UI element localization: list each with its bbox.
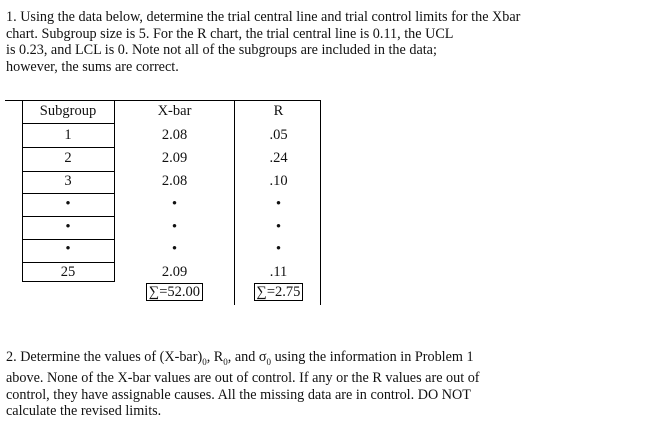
data-table [5,100,321,305]
subscript-zero: 0 [223,356,228,367]
column-divider [114,100,115,282]
cell-r: .05 [269,127,288,143]
ellipsis-bullet: • [275,196,282,212]
row-divider [22,216,114,217]
cell-subgroup: 1 [64,127,72,143]
problem-2-line [6,349,480,370]
header-r: R [273,103,284,119]
cell-xbar: 2.09 [161,264,188,280]
ellipsis-bullet: • [275,241,282,257]
ellipsis-bullet: • [65,219,71,235]
subscript-zero: 0 [202,356,207,367]
cell-subgroup: 2 [64,150,72,166]
table-bottom-border [22,281,114,282]
problem-2-line-start: 2. Determine the values of (X-bar) [6,349,203,365]
sigma-symbol: , and σ [227,349,267,365]
problem-2-text [6,349,480,420]
row-divider [22,171,114,172]
problem-1-line: chart. Subgroup size is 5. For the R chart, the trial central line is 0.11, the UCL [6,25,454,42]
ellipsis-bullet: • [171,219,178,235]
row-divider [22,193,114,194]
ellipsis-bullet: • [171,196,178,212]
cell-r: .24 [269,150,288,166]
table-top-border [5,100,321,101]
problem-2-line-end: using the information in Problem 1 [271,349,474,365]
problem-2-line: control, they have assignable causes. All the missing data are in control. DO NOT [6,386,471,403]
header-subgroup: Subgroup [39,103,97,119]
problem-2-line: above. None of the X-bar values are out of control. If any or the R values are out of [6,370,480,387]
ellipsis-bullet: • [65,241,71,257]
xbar-sum-box: ∑=52.00 [146,283,203,301]
subscript-zero: 0 [266,356,272,367]
ellipsis-bullet: • [171,241,178,257]
r-sum-box: ∑=2.75 [254,283,304,301]
column-divider [234,100,235,305]
header-underline [22,123,114,124]
row-divider [22,239,114,240]
cell-r: .10 [269,173,288,189]
r-sum [236,284,321,301]
problem-1-line: however, the sums are correct. [6,58,179,75]
problem-1-text [6,9,520,75]
r-symbol: , R [206,349,224,365]
ellipsis-bullet: • [275,219,282,235]
cell-xbar: 2.09 [161,150,188,166]
header-xbar: X-bar [157,103,192,119]
cell-subgroup: 25 [60,264,76,280]
cell-xbar: 2.08 [161,173,188,189]
cell-subgroup: 3 [64,173,72,189]
cell-r: .11 [269,264,288,280]
xbar-sum [117,284,232,301]
problem-1-line: 1. Using the data below, determine the trial central line and trial control limits for the Xbar [6,9,521,25]
problem-1-line: is 0.23, and LCL is 0. Note not all of the subgroups are included in the data; [6,42,437,58]
row-divider [22,262,114,263]
ellipsis-bullet: • [65,196,71,212]
problem-2-line: calculate the revised limits. [6,403,162,420]
row-divider [22,147,114,148]
cell-xbar: 2.08 [161,127,188,143]
